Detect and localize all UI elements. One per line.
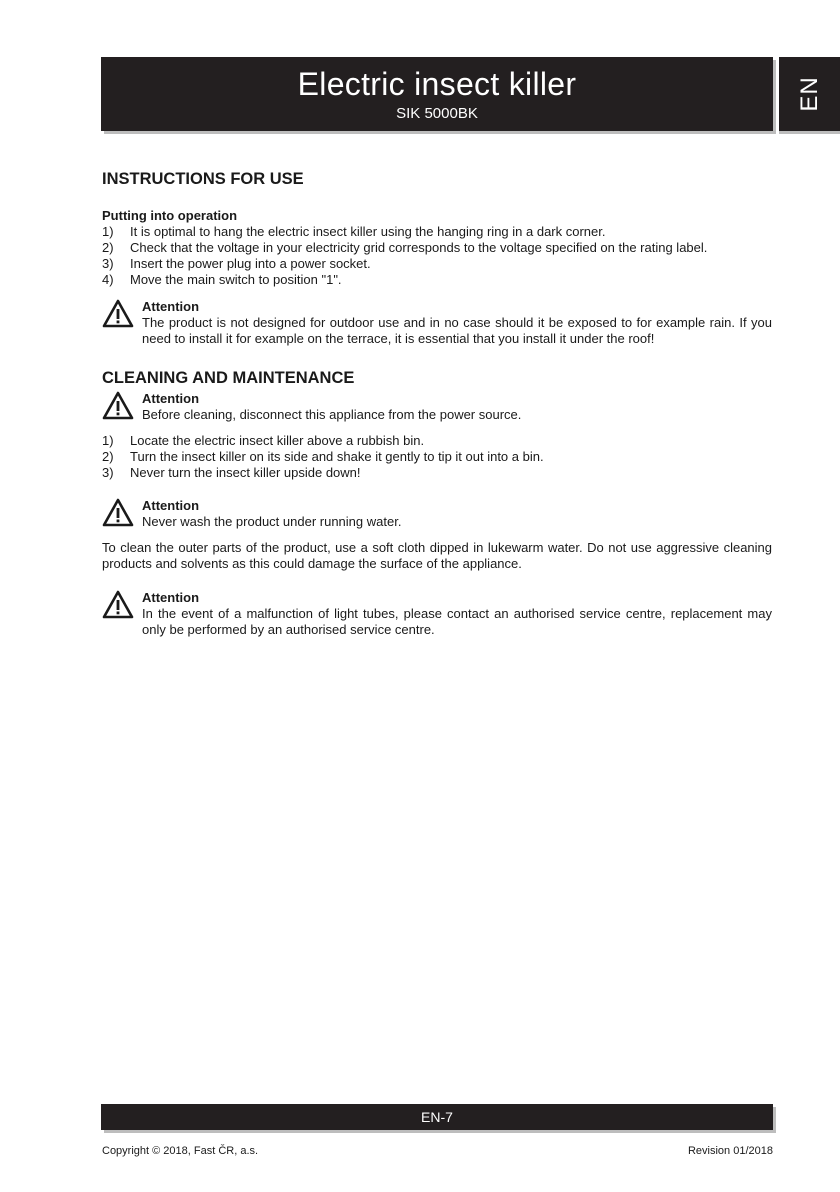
warning-triangle-icon [102,590,134,619]
attention-block [102,590,772,638]
list-item: 2) Turn the insect killer on its side and shake it gently to tip it out into a bin. [102,449,544,464]
copyright-text: Copyright © 2018, Fast ČR, a.s. [102,1145,259,1157]
list-item: 3) Insert the power plug into a power socket. [102,256,371,271]
cleaning-paragraph: To clean the outer parts of the product, use a soft cloth dipped in lukewarm water. Do not use aggressive cleaning products and solvents as this could damage the surface of the appliance. [102,540,772,571]
warning-triangle-icon [102,498,134,527]
attention-block [102,498,772,530]
attention-text: In the event of a malfunction of light tubes, please contact an authorised service centre, replacement may only be performed by an authorised service centre. [142,606,772,637]
attention-title: Attention [142,498,200,513]
language-code: EN [795,76,823,112]
operation-steps [102,224,772,288]
list-item: 1) Locate the electric insect killer above a rubbish bin. [102,433,425,448]
operation-subheading: Putting into operation [102,208,238,223]
instructions-heading: INSTRUCTIONS FOR USE [102,170,304,188]
attention-block [102,299,772,347]
document-title: Electric insect killer [297,66,577,102]
attention-text: Never wash the product under running water. [142,514,402,529]
warning-triangle-icon [102,391,134,420]
attention-title: Attention [142,391,200,406]
list-item: 1) It is optimal to hang the electric insect killer using the hanging ring in a dark corner. [102,224,606,239]
attention-title: Attention [142,299,200,314]
document-header [101,57,773,131]
attention-title: Attention [142,590,200,605]
attention-text: The product is not designed for outdoor use and in no case should it be exposed to for example rain. If you need to install it for example on the terrace, it is essential that you install it under the roof! [142,315,772,346]
model-number: SIK 5000BK [396,105,478,122]
revision-text: Revision 01/2018 [687,1145,773,1157]
attention-text: Before cleaning, disconnect this appliance from the power source. [142,407,522,422]
page-number: EN-7 [421,1109,453,1125]
list-item: 4) Move the main switch to position "1". [102,272,342,287]
attention-block [102,391,772,423]
cleaning-heading: CLEANING AND MAINTENANCE [102,369,355,387]
page-number-bar [101,1104,773,1130]
list-item: 2) Check that the voltage in your electricity grid corresponds to the voltage specified on the rating label. [102,240,708,255]
list-item: 3) Never turn the insect killer upside down! [102,465,361,480]
warning-triangle-icon [102,299,134,328]
document-body [102,168,772,638]
cleaning-steps [102,433,772,481]
language-tab [779,57,840,131]
